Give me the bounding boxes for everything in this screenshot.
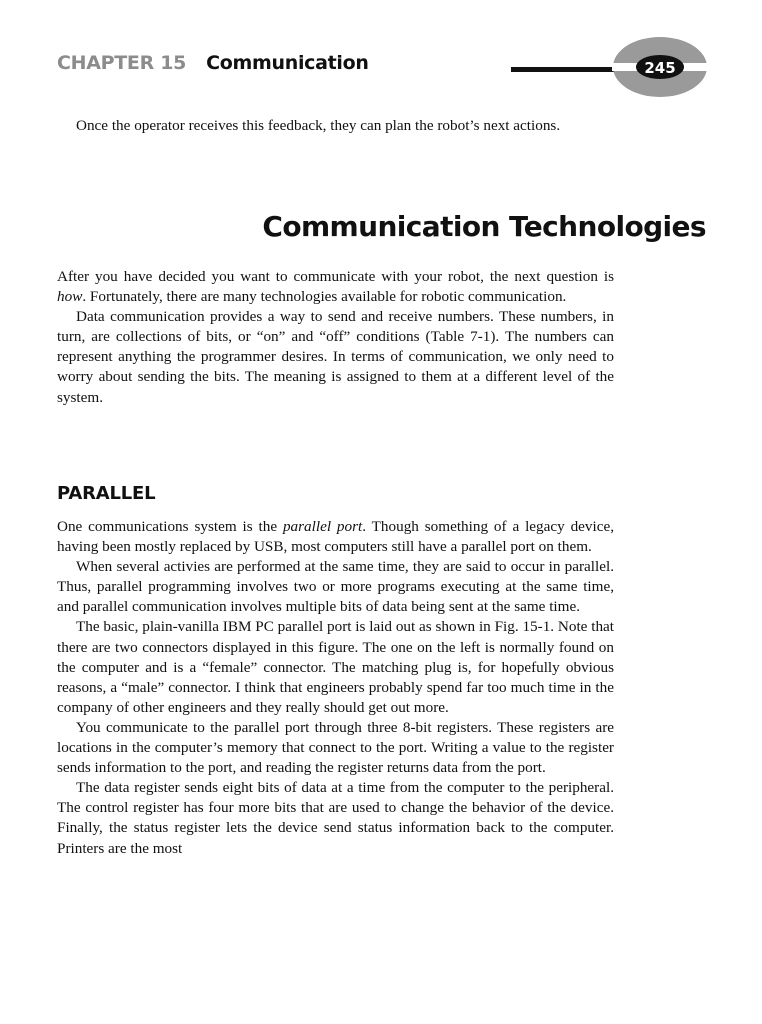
page-number: 245	[644, 59, 676, 77]
section-paragraph-1	[57, 267, 614, 307]
parallel-p1-emphasis: parallel port	[282, 518, 363, 535]
chapter-label: CHAPTER 15	[57, 52, 187, 74]
parallel-paragraph-5: The data register sends eight bits of data at a time from the computer to the peripheral. The control register has four more bits that are used to change the behavior of the device. Finally, the status register lets the device send status information back to the computer. Printers are the most	[57, 779, 614, 857]
running-header	[57, 52, 369, 74]
section-body	[57, 267, 614, 408]
intro-paragraph	[57, 116, 614, 136]
intro-text: Once the operator receives this feedback, they can plan the robot’s next actions.	[76, 117, 561, 134]
section-p1-part-a: After you have decided you want to communicate with your robot, the next question is	[57, 268, 614, 285]
subsection-heading: PARALLEL	[57, 483, 156, 504]
section-p1-part-b: . Fortunately, there are many technologies available for robotic communication.	[82, 288, 567, 306]
chapter-title: Communication	[206, 52, 369, 74]
section-paragraph-2: Data communication provides a way to send and receive numbers. These numbers, in turn, are collections of bits, or “on” and “off” conditions (Table 7-1). The numbers can represent anything the programmer desires. In terms of communication, we only need to worry about sending the bits. The meaning is assigned to them at a different level of the system.	[57, 308, 614, 406]
section-heading: Communication Technologies	[262, 210, 706, 243]
parallel-paragraph-2: When several activies are performed at the same time, they are said to occur in parallel. Thus, parallel programming involves two or more programs executing at the same time, and parallel communication involves multiple bits of data being sent at the same time.	[57, 558, 614, 616]
parallel-paragraph-1	[57, 517, 614, 557]
parallel-p1-part-a: One communications system is the	[57, 518, 283, 535]
parallel-p1-part-b: . Though something of a legacy device, having been mostly replaced by USB, most computers still have a parallel port on them.	[57, 518, 615, 556]
parallel-paragraph-3: The basic, plain-vanilla IBM PC parallel port is laid out as shown in Fig. 15-1. Note that there are two connectors displayed in this figure. The one on the left is normally found on the computer and is a “female” connector. The matching plug is, for hopefully obvious reasons, a “male” connector. I think that engineers probably spend far too much time in the company of other engineers and they really should get out more.	[57, 618, 614, 716]
parallel-body	[57, 517, 614, 859]
section-p1-emphasis: how	[57, 288, 83, 306]
parallel-paragraph-4: You communicate to the parallel port through three 8-bit registers. These registers are locations in the computer’s memory that connect to the port. Writing a value to the register sends information to the port, and reading the register returns data from the port.	[57, 718, 614, 777]
